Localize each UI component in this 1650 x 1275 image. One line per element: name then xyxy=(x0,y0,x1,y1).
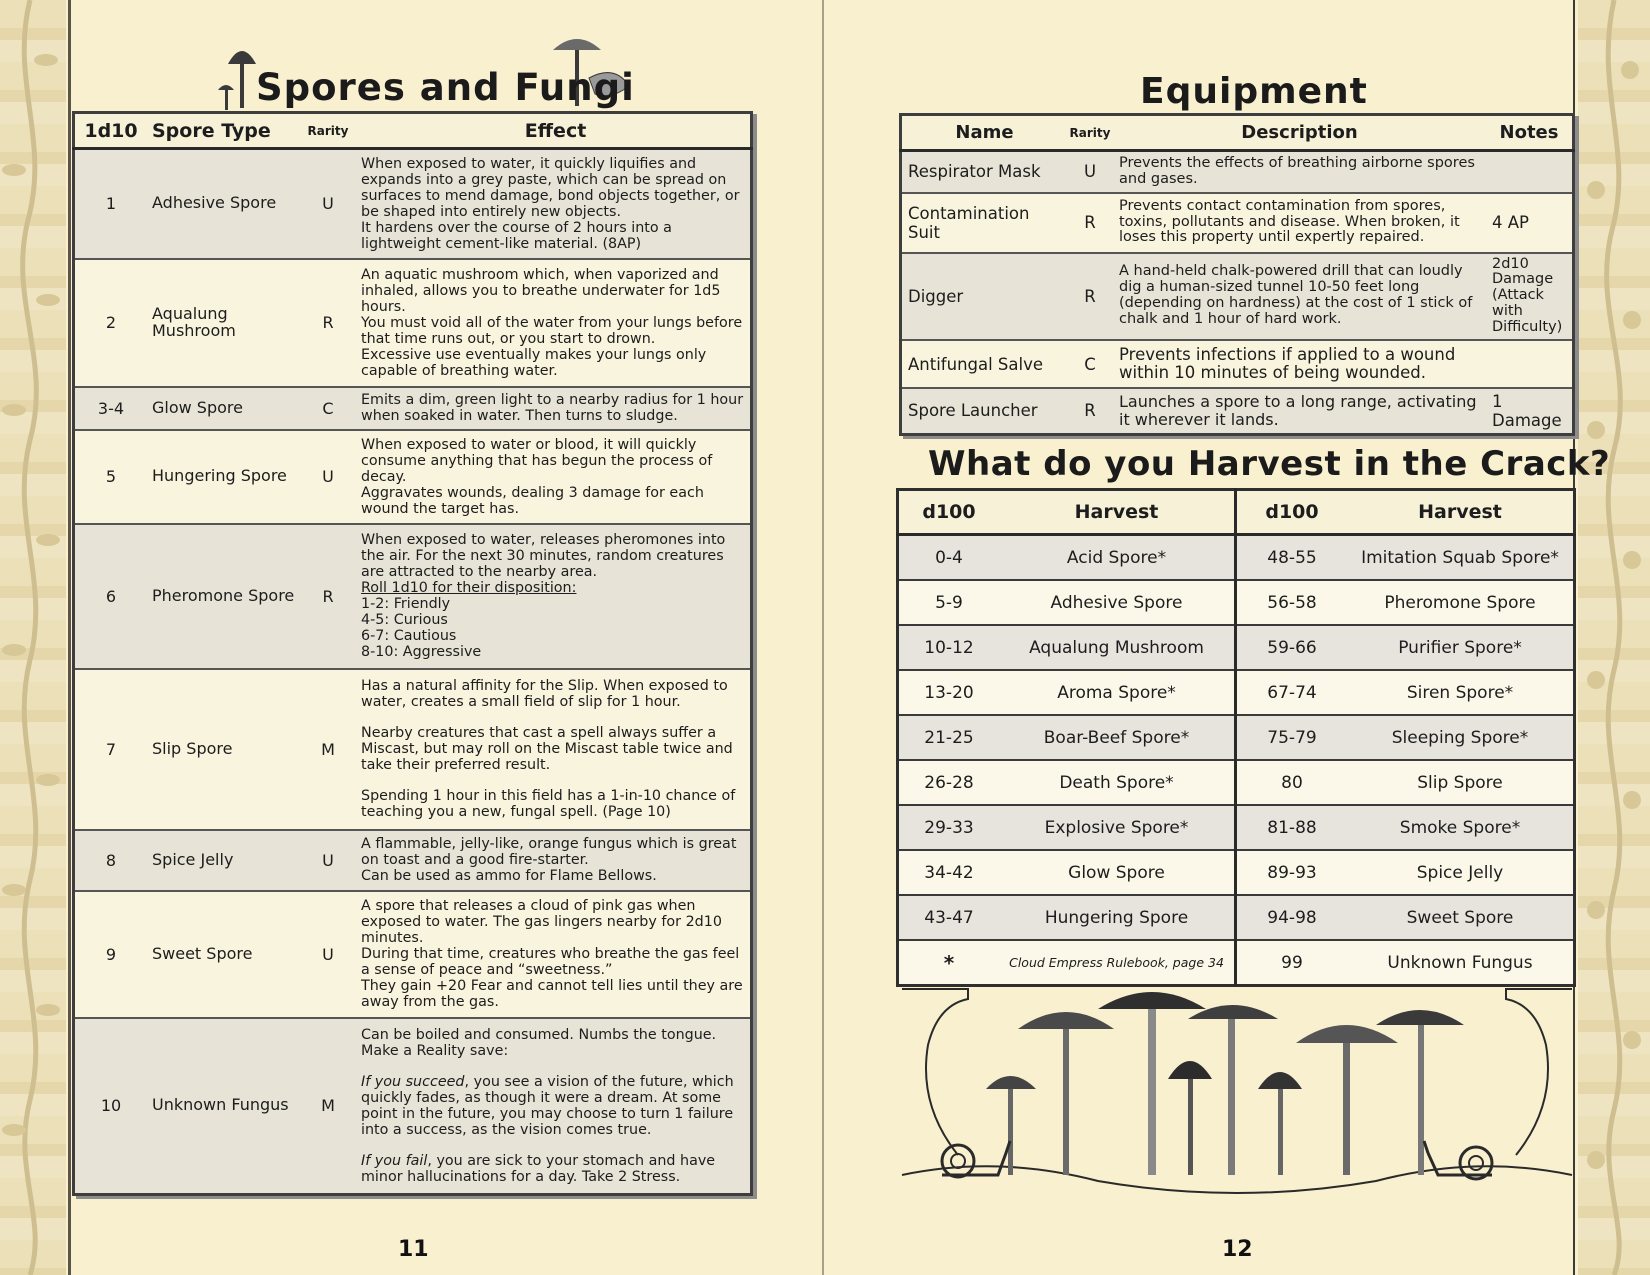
harvest-item-cell: Acid Spore* xyxy=(999,535,1236,581)
effect-line: Excessive use eventually makes your lungs only capable of breathing water. xyxy=(361,346,707,379)
roll-cell: 7 xyxy=(74,669,148,830)
harvest-item-cell: Sweet Spore xyxy=(1347,895,1575,940)
rarity-cell: M xyxy=(295,1018,361,1195)
effect-line: , you see a vision of the future, which quickly fades, as though it were a dream. At some point in the future, you may choose to turn 1 failure into a success, as the vision comes true. xyxy=(361,1073,734,1138)
table-row xyxy=(898,850,1575,895)
rarity-cell: C xyxy=(295,387,361,430)
table-row xyxy=(901,340,1574,388)
table-row xyxy=(74,1018,752,1195)
harvest-item-cell: Boar-Beef Spore* xyxy=(999,715,1236,760)
rarity-cell: U xyxy=(295,891,361,1018)
effect-line: When exposed to water, releases pheromones into the air. For the next 30 minutes, random creatures are attracted to the nearby area. xyxy=(361,532,726,580)
equipment-title: Equipment xyxy=(1140,71,1368,112)
effect-line: 4-5: Curious xyxy=(361,612,448,628)
type-cell: Unknown Fungus xyxy=(147,1018,295,1195)
table-row xyxy=(898,715,1575,760)
table-row xyxy=(74,430,752,524)
table-row xyxy=(898,670,1575,715)
harvest-roll-cell: 34-42 xyxy=(898,850,1000,895)
harvest-roll-cell: 10-12 xyxy=(898,625,1000,670)
table-row xyxy=(901,388,1574,434)
table-header-row xyxy=(901,115,1574,151)
harvest-roll-cell: 26-28 xyxy=(898,760,1000,805)
harvest-item-cell: Aroma Spore* xyxy=(999,670,1236,715)
effect-line: An aquatic mushroom which, when vaporized and inhaled, allows you to breathe underwater for 1d5 hours. xyxy=(361,266,721,315)
harvest-roll-cell: 0-4 xyxy=(898,535,1000,581)
effect-line: Emits a dim, green light to a nearby radius for 1 hour when soaked in water. Then turns to sludge. xyxy=(361,392,744,424)
harvest-title: What do you Harvest in the Crack? xyxy=(928,444,1611,484)
roll-cell: 10 xyxy=(74,1018,148,1195)
harvest-roll-cell: 43-47 xyxy=(898,895,1000,940)
rarity-cell: R xyxy=(1067,193,1113,253)
effect-line: 8-10: Aggressive xyxy=(361,644,482,660)
page-number-left: 11 xyxy=(398,1237,429,1262)
roll-cell: 1 xyxy=(74,149,148,259)
snail-icon xyxy=(942,1141,1010,1177)
description-cell: A hand-held chalk-powered drill that can loudly dig a human-sized tunnel 10-50 feet long (depending on hardness) at the cost of 1 stick of chalk and 1 hour of hard work. xyxy=(1113,253,1486,341)
harvest-roll-cell: 99 xyxy=(1236,940,1348,986)
table-row xyxy=(74,669,752,830)
vine-border-left-icon xyxy=(0,0,66,1275)
rarity-cell: M xyxy=(295,669,361,830)
description-cell: Launches a spore to a long range, activating it wherever it lands. xyxy=(1113,388,1486,434)
table-row xyxy=(74,387,752,430)
harvest-item-cell: Death Spore* xyxy=(999,760,1236,805)
effect-line: A flammable, jelly-like, orange fungus which is great on toast and a good fire-starter. xyxy=(361,836,737,868)
effect-line: , you are sick to your stomach and have minor hallucinations for a day. Take 2 Stress. xyxy=(361,1152,716,1185)
rarity-cell: R xyxy=(1067,388,1113,434)
harvest-roll-cell: 56-58 xyxy=(1236,580,1348,625)
table-row xyxy=(898,625,1575,670)
notes-cell: 2d10 Damage (Attack with Difficulty) xyxy=(1486,253,1574,341)
harvest-item-cell: Slip Spore xyxy=(1347,760,1575,805)
harvest-item-cell: Hungering Spore xyxy=(999,895,1236,940)
effect-cell xyxy=(361,387,752,430)
table-row xyxy=(901,253,1574,341)
harvest-item-cell: Explosive Spore* xyxy=(999,805,1236,850)
col-description: Description xyxy=(1113,115,1486,151)
equipment-table xyxy=(899,113,1575,436)
effect-line: A spore that releases a cloud of pink gas when exposed to water. The gas lingers nearby for 2d10 minutes. xyxy=(361,898,722,946)
harvest-roll-cell: 81-88 xyxy=(1236,805,1348,850)
page-number-right: 12 xyxy=(1222,1237,1253,1262)
harvest-item-cell: Smoke Spore* xyxy=(1347,805,1575,850)
effect-line: Aggravates wounds, dealing 3 damage for each wound the target has. xyxy=(361,484,704,517)
notes-cell xyxy=(1486,151,1574,193)
col-roll: 1d10 xyxy=(74,113,148,149)
rarity-cell: R xyxy=(295,259,361,387)
harvest-roll-cell: 48-55 xyxy=(1236,535,1348,581)
effect-cell xyxy=(361,1018,752,1195)
table-header-row xyxy=(898,490,1575,535)
harvest-roll-cell: 75-79 xyxy=(1236,715,1348,760)
effect-cell xyxy=(361,891,752,1018)
roll-cell: 6 xyxy=(74,524,148,669)
col-harvest-right: Harvest xyxy=(1347,490,1575,535)
effect-cell xyxy=(361,669,752,830)
table-row xyxy=(898,760,1575,805)
table-row xyxy=(898,535,1575,581)
col-rarity: Rarity xyxy=(1067,115,1113,151)
table-row xyxy=(898,805,1575,850)
table-row xyxy=(74,149,752,259)
effect-cell xyxy=(361,430,752,524)
roll-cell: 9 xyxy=(74,891,148,1018)
roll-cell: 2 xyxy=(74,259,148,387)
col-rarity: Rarity xyxy=(295,113,361,149)
rarity-cell: R xyxy=(1067,253,1113,341)
mushroom-illustration xyxy=(898,985,1576,1205)
table-row xyxy=(898,940,1575,986)
left-page-rule xyxy=(68,0,71,1275)
effect-line: 6-7: Cautious xyxy=(361,628,457,644)
notes-cell xyxy=(1486,340,1574,388)
notes-cell: 1 Damage xyxy=(1486,388,1574,434)
rarity-cell: U xyxy=(295,830,361,891)
effect-cell xyxy=(361,259,752,387)
col-notes: Notes xyxy=(1486,115,1574,151)
harvest-item-cell: Spice Jelly xyxy=(1347,850,1575,895)
effect-line: During that time, creatures who breathe the gas feel a sense of peace and “sweetness.” xyxy=(361,946,740,978)
effect-line: When exposed to water or blood, it will quickly consume anything that has begun the process of decay. xyxy=(361,436,713,485)
harvest-item-cell: Imitation Squab Spore* xyxy=(1347,535,1575,581)
rarity-cell: U xyxy=(295,430,361,524)
type-cell: Hungering Spore xyxy=(147,430,295,524)
effect-cell xyxy=(361,830,752,891)
harvest-item-cell: Aqualung Mushroom xyxy=(999,625,1236,670)
effect-line: Spending 1 hour in this field has a 1-in-10 chance of teaching you a new, fungal spell. (Page 10) xyxy=(361,788,736,820)
effect-line: It hardens over the course of 2 hours into a lightweight cement-like material. (8AP) xyxy=(361,219,672,252)
name-cell: Antifungal Salve xyxy=(901,340,1068,388)
table-row xyxy=(74,524,752,669)
col-harvest-left: Harvest xyxy=(999,490,1236,535)
effect-cell xyxy=(361,524,752,669)
harvest-roll-cell: 5-9 xyxy=(898,580,1000,625)
description-cell: Prevents contact contamination from spores, toxins, pollutants and disease. When broken, it loses this property until expertly repaired. xyxy=(1113,193,1486,253)
mushroom-icon xyxy=(986,992,1464,1175)
type-cell: Spice Jelly xyxy=(147,830,295,891)
rarity-cell: U xyxy=(1067,151,1113,193)
success-label: If you succeed xyxy=(361,1073,465,1090)
col-d100-left: d100 xyxy=(898,490,1000,535)
table-row xyxy=(901,151,1574,193)
roll-cell: 8 xyxy=(74,830,148,891)
col-effect: Effect xyxy=(361,113,752,149)
harvest-roll-cell: 21-25 xyxy=(898,715,1000,760)
spores-table xyxy=(72,111,753,1196)
harvest-item-cell: Pheromone Spore xyxy=(1347,580,1575,625)
name-cell: Contamination Suit xyxy=(901,193,1068,253)
table-row xyxy=(74,259,752,387)
harvest-table xyxy=(896,488,1576,987)
table-row xyxy=(898,895,1575,940)
effect-line: Can be used as ammo for Flame Bellows. xyxy=(361,868,657,884)
roll-cell: 5 xyxy=(74,430,148,524)
type-cell: Pheromone Spore xyxy=(147,524,295,669)
type-cell: Glow Spore xyxy=(147,387,295,430)
snail-icon xyxy=(1424,1141,1492,1179)
fail-label: If you fail xyxy=(361,1152,428,1169)
harvest-roll-cell: 29-33 xyxy=(898,805,1000,850)
harvest-roll-cell: 89-93 xyxy=(1236,850,1348,895)
table-row xyxy=(74,891,752,1018)
harvest-roll-cell: * xyxy=(898,940,1000,986)
harvest-item-cell: Purifier Spore* xyxy=(1347,625,1575,670)
col-spore-type: Spore Type xyxy=(147,113,295,149)
description-cell: Prevents the effects of breathing airborne spores and gases. xyxy=(1113,151,1486,193)
harvest-item-cell: Adhesive Spore xyxy=(999,580,1236,625)
vine-border-right-icon xyxy=(1578,0,1650,1275)
effect-line: Has a natural affinity for the Slip. When exposed to water, creates a small field of slip for 1 hour. xyxy=(361,678,728,710)
name-cell: Spore Launcher xyxy=(901,388,1068,434)
effect-cell xyxy=(361,149,752,259)
type-cell: Sweet Spore xyxy=(147,891,295,1018)
page-gutter xyxy=(822,0,824,1275)
type-cell: Aqualung Mushroom xyxy=(147,259,295,387)
effect-line: Can be boiled and consumed. Numbs the tongue. Make a Reality save: xyxy=(361,1026,717,1059)
table-row xyxy=(74,830,752,891)
harvest-roll-cell: 80 xyxy=(1236,760,1348,805)
harvest-roll-cell: 67-74 xyxy=(1236,670,1348,715)
name-cell: Digger xyxy=(901,253,1068,341)
effect-line: Roll 1d10 for their disposition: xyxy=(361,580,577,596)
rarity-cell: R xyxy=(295,524,361,669)
harvest-roll-cell: 94-98 xyxy=(1236,895,1348,940)
table-row xyxy=(898,580,1575,625)
col-name: Name xyxy=(901,115,1068,151)
harvest-roll-cell: 59-66 xyxy=(1236,625,1348,670)
effect-line: You must void all of the water from your lungs before that time runs out, or you start to drown. xyxy=(361,314,743,347)
rarity-cell: C xyxy=(1067,340,1113,388)
harvest-item-cell: Glow Spore xyxy=(999,850,1236,895)
col-d100-right: d100 xyxy=(1236,490,1348,535)
effect-line: Nearby creatures that cast a spell always suffer a Miscast, but may roll on the Miscast table twice and take their preferred result. xyxy=(361,725,733,773)
harvest-item-cell: Siren Spore* xyxy=(1347,670,1575,715)
description-cell: Prevents infections if applied to a wound within 10 minutes of being wounded. xyxy=(1113,340,1486,388)
effect-line: They gain +20 Fear and cannot tell lies until they are away from the gas. xyxy=(361,978,743,1010)
type-cell: Slip Spore xyxy=(147,669,295,830)
harvest-item-cell: Sleeping Spore* xyxy=(1347,715,1575,760)
page-title-spores: Spores and Fungi xyxy=(256,66,635,109)
harvest-roll-cell: 13-20 xyxy=(898,670,1000,715)
effect-line: When exposed to water, it quickly liquifies and expands into a grey paste, which can be spread on surfaces to mend damage, bond objects together, or be shaped into entirely new objects. xyxy=(361,155,740,220)
table-row xyxy=(901,193,1574,253)
effect-line: 1-2: Friendly xyxy=(361,596,451,612)
harvest-item-cell: Cloud Empress Rulebook, page 34 xyxy=(999,940,1236,986)
harvest-item-cell: Unknown Fungus xyxy=(1347,940,1575,986)
type-cell: Adhesive Spore xyxy=(147,149,295,259)
notes-cell: 4 AP xyxy=(1486,193,1574,253)
name-cell: Respirator Mask xyxy=(901,151,1068,193)
roll-cell: 3-4 xyxy=(74,387,148,430)
table-header-row xyxy=(74,113,752,149)
rarity-cell: U xyxy=(295,149,361,259)
